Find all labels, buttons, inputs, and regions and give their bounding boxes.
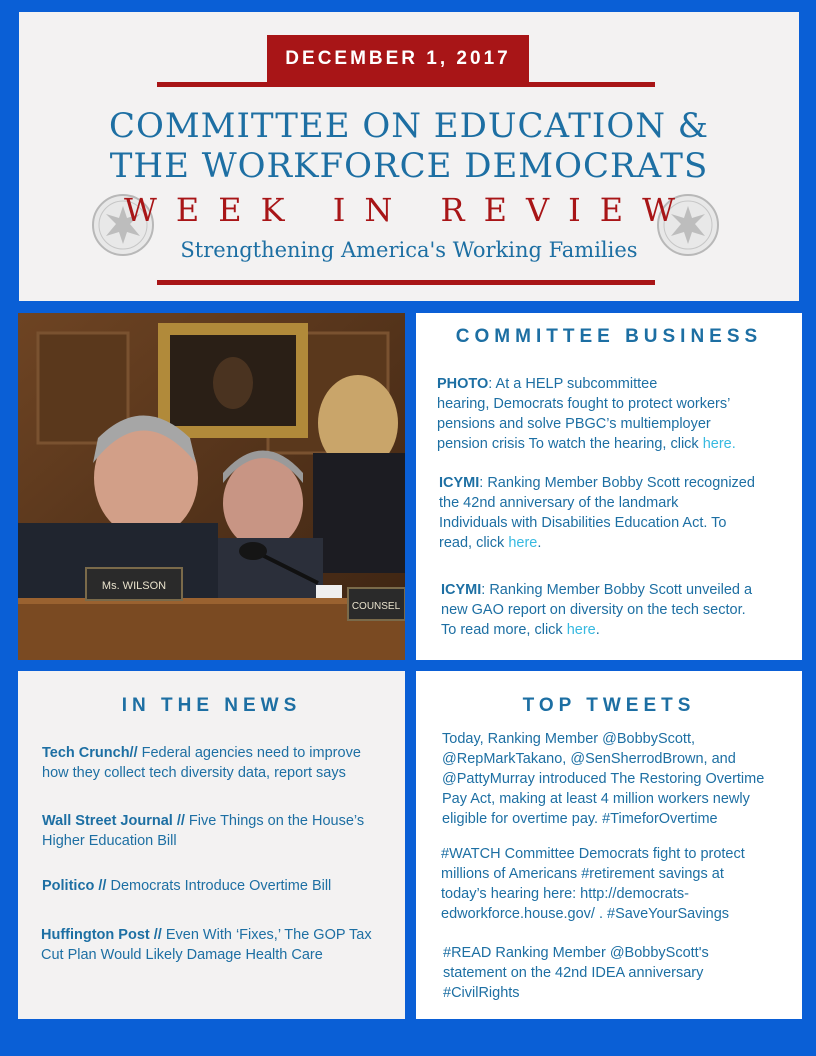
tweet-line: edworkforce.house.gov/ . #SaveYourSavings [441, 906, 730, 922]
tweet-line: statement on the 42nd IDEA anniversary [443, 965, 704, 981]
business-item-icymi-gao [441, 580, 796, 640]
business-item-text: : Ranking Member Bobby Scott unveiled a [481, 582, 753, 598]
news-source: Huffington Post // [41, 927, 162, 943]
watch-hearing-link[interactable]: here. [702, 436, 736, 452]
tweet-line: eligible for overtime pay. #TimeforOvertime [442, 811, 718, 827]
tweet-line: @RepMarkTakano, @SenSherrodBrown, and [442, 751, 736, 767]
news-source: Politico // [42, 878, 107, 894]
header-subtitle: Strengthening America's Working Families [180, 238, 638, 262]
title-line-1: COMMITTEE ON EDUCATION & [108, 106, 710, 146]
in-the-news-title: IN THE NEWS [121, 695, 302, 716]
news-item[interactable] [42, 811, 397, 851]
top-tweets-title: TOP TWEETS [522, 695, 696, 716]
nameplate-wilson: Ms. WILSON [101, 580, 167, 592]
news-item[interactable] [41, 925, 401, 965]
news-headline: how they collect tech diversity data, report says [42, 765, 346, 781]
tweet-item [441, 844, 793, 924]
tweet-line: @PattyMurray introduced The Restoring Overtime [442, 771, 765, 787]
read-gao-link[interactable]: here [566, 622, 596, 638]
business-item-text: To read more, click [441, 622, 567, 638]
news-source: Wall Street Journal // [42, 813, 185, 829]
header-rule-bottom [157, 280, 655, 285]
header-panel [19, 12, 799, 301]
news-source: Tech Crunch// [42, 745, 138, 761]
hearing-photo-illustration [18, 313, 405, 660]
tweet-line: #CivilRights [443, 985, 520, 1001]
week-in-review-heading: WEEK IN REVIEW [124, 191, 694, 229]
news-headline: Five Things on the House’s [184, 813, 365, 829]
tweet-item [442, 729, 794, 829]
news-item[interactable] [42, 743, 397, 783]
business-item-label: ICYMI [441, 582, 482, 598]
business-item-punct: . [537, 535, 542, 551]
business-item-text: the 42nd anniversary of the landmark [439, 495, 679, 511]
tweet-line: today’s hearing here: http://democrats- [441, 886, 689, 902]
tweet-line: #WATCH Committee Democrats fight to protect [441, 846, 745, 862]
committee-business-title: COMMITTEE BUSINESS [455, 326, 763, 347]
tweet-line: Pay Act, making at least 4 million workers newly [442, 791, 750, 807]
business-item-photo [437, 374, 792, 454]
business-item-icymi-idea [439, 473, 794, 553]
business-item-text: hearing, Democrats fought to protect workers’ [437, 396, 731, 412]
business-item-text: : At a HELP subcommittee [488, 376, 658, 392]
tweet-item [443, 943, 795, 1003]
business-item-text: pension crisis To watch the hearing, click [437, 436, 703, 452]
business-item-text: Individuals with Disabilities Education Act. To [439, 515, 727, 531]
nameplate-counsel: COUNSEL [351, 601, 401, 612]
news-headline: Even With ‘Fixes,’ The GOP Tax [161, 927, 372, 943]
date-banner: DECEMBER 1, 2017 [267, 35, 529, 83]
business-item-label: PHOTO [437, 376, 489, 392]
tweet-line: #READ Ranking Member @BobbyScott's [443, 945, 709, 961]
news-headline: Federal agencies need to improve [137, 745, 361, 761]
tweet-line: millions of Americans #retirement savings at [441, 866, 724, 882]
header-rule-top [157, 82, 655, 87]
business-item-text: : Ranking Member Bobby Scott recognized [479, 475, 755, 491]
read-idea-link[interactable]: here [508, 535, 538, 551]
business-item-punct: . [595, 622, 600, 638]
business-item-text: read, click [439, 535, 509, 551]
title-line-2: THE WORKFORCE DEMOCRATS [109, 146, 709, 186]
tweet-line: Today, Ranking Member @BobbyScott, [442, 731, 696, 747]
news-headline: Democrats Introduce Overtime Bill [106, 878, 332, 894]
business-item-text: new GAO report on diversity on the tech sector. [441, 602, 746, 618]
business-item-label: ICYMI [439, 475, 480, 491]
news-headline: Higher Education Bill [42, 833, 177, 849]
hearing-photo [18, 313, 405, 660]
business-item-text: pensions and solve PBGC’s multiemployer [437, 416, 711, 432]
news-headline: Cut Plan Would Likely Damage Health Care [41, 947, 323, 963]
news-item[interactable] [42, 876, 397, 896]
